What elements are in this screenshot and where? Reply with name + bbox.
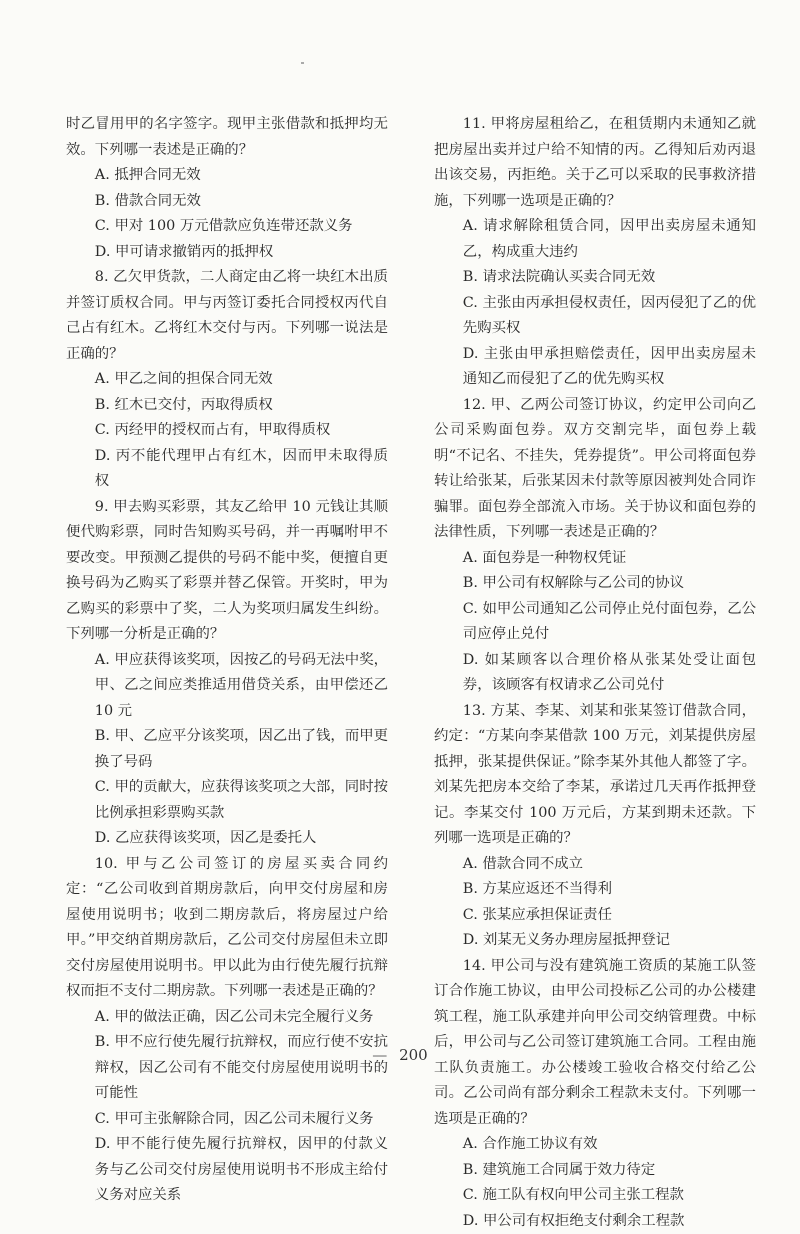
question-stem: 10. 甲与乙公司签订的房屋买卖合同约定：“乙公司收到首期房款后，向甲交付房屋和房屋使用说明书；收到二期房款后，将房屋过户给甲。”甲交纳首期房款后，乙公司交付房屋但未立即交付房屋使用说明书。甲以此为由行使先履行抗辩权而拒不支付二期房款。下列哪一表述是正确的？ — [66, 852, 388, 1005]
question-stem: 9. 甲去购买彩票，其友乙给甲 10 元钱让其顺便代购彩票，同时告知购买号码，并一再嘱咐甲不要改变。甲预测乙提供的号码不能中奖，便擅自更换号码为乙购买了彩票并替乙保管。开奖时，甲为乙购买的彩票中了奖，二人为奖项归属发生纠纷。下列哪一分析是正确的？ — [66, 495, 388, 648]
answer-option: C. 如甲公司通知乙公司停止兑付面包券，乙公司应停止兑付 — [434, 597, 756, 648]
question-stem: 8. 乙欠甲货款，二人商定由乙将一块红木出质并签订质权合同。甲与丙签订委托合同授权丙代自己占有红木。乙将红木交付与丙。下列哪一说法是正确的？ — [66, 265, 388, 367]
left-column — [66, 112, 388, 1209]
answer-option: B. 甲不应行使先履行抗辩权，而应行使不安抗辩权，因乙公司有不能交付房屋使用说明书的可能性 — [66, 1030, 388, 1107]
answer-option: A. 合作施工协议有效 — [434, 1132, 756, 1158]
answer-option: D. 甲公司有权拒绝支付剩余工程款 — [434, 1209, 756, 1234]
page-footer — [0, 1046, 800, 1064]
page-number: 200 — [399, 1046, 428, 1064]
answer-option: D. 丙不能代理甲占有红木，因而甲未取得质权 — [66, 444, 388, 495]
answer-option: A. 甲乙之间的担保合同无效 — [66, 367, 388, 393]
question-stem: 12. 甲、乙两公司签订协议，约定甲公司向乙公司采购面包券。双方交割完毕，面包券上载明“不记名、不挂失，凭券提货”。甲公司将面包券转让给张某，后张某因未付款等原因被判处合同诈骗罪。面包券全部流入市场。关于协议和面包券的法律性质，下列哪一表述是正确的？ — [434, 393, 756, 546]
footer-dash: — — [372, 1046, 388, 1064]
answer-option: A. 请求解除租赁合同，因甲出卖房屋未通知乙，构成重大违约 — [434, 214, 756, 265]
scan-dot — [301, 62, 304, 64]
answer-option: D. 如某顾客以合理价格从张某处受让面包券，该顾客有权请求乙公司兑付 — [434, 648, 756, 699]
answer-option: C. 甲对 100 万元借款应负连带还款义务 — [66, 214, 388, 240]
right-column — [434, 112, 756, 1234]
answer-option: C. 主张由丙承担侵权责任，因丙侵犯了乙的优先购买权 — [434, 291, 756, 342]
answer-option: B. 建筑施工合同属于效力待定 — [434, 1158, 756, 1184]
answer-option: C. 甲可主张解除合同，因乙公司未履行义务 — [66, 1107, 388, 1133]
question-stem: 14. 甲公司与没有建筑施工资质的某施工队签订合作施工协议，由甲公司投标乙公司的办公楼建筑工程，施工队承建并向甲公司交纳管理费。中标后，甲公司与乙公司签订建筑施工合同。工程由施工队负责施工。办公楼竣工验收合格交付给乙公司。乙公司尚有部分剩余工程款未支付。下列哪一选项是正确的？ — [434, 954, 756, 1133]
question-stem: 11. 甲将房屋租给乙，在租赁期内未通知乙就把房屋出卖并过户给不知情的丙。乙得知后劝丙退出该交易，丙拒绝。关于乙可以采取的民事救济措施，下列哪一选项是正确的？ — [434, 112, 756, 214]
paragraph: 时乙冒用甲的名字签字。现甲主张借款和抵押均无效。下列哪一表述是正确的？ — [66, 112, 388, 163]
answer-option: A. 甲应获得该奖项，因按乙的号码无法中奖，甲、乙之间应类推适用借贷关系，由甲偿还乙 10 元 — [66, 648, 388, 725]
answer-option: B. 请求法院确认买卖合同无效 — [434, 265, 756, 291]
answer-option: A. 抵押合同无效 — [66, 163, 388, 189]
answer-option: D. 甲不能行使先履行抗辩权，因甲的付款义务与乙公司交付房屋使用说明书不形成主给付义务对应关系 — [66, 1132, 388, 1209]
answer-option: A. 借款合同不成立 — [434, 852, 756, 878]
answer-option: D. 乙应获得该奖项，因乙是委托人 — [66, 826, 388, 852]
question-stem: 13. 方某、李某、刘某和张某签订借款合同，约定：“方某向李某借款 100 万元，刘某提供房屋抵押，张某提供保证。”除李某外其他人都签了字。刘某先把房本交给了李某，承诺过几天再作抵押登记。李某交付 100 万元后，方某到期未还款。下列哪一选项是正确的？ — [434, 699, 756, 852]
answer-option: D. 刘某无义务办理房屋抵押登记 — [434, 928, 756, 954]
answer-option: D. 甲可请求撤销丙的抵押权 — [66, 240, 388, 266]
answer-option: C. 丙经甲的授权而占有，甲取得质权 — [66, 418, 388, 444]
answer-option: C. 张某应承担保证责任 — [434, 903, 756, 929]
answer-option: C. 施工队有权向甲公司主张工程款 — [434, 1183, 756, 1209]
answer-option: B. 红木已交付，丙取得质权 — [66, 393, 388, 419]
answer-option: D. 主张由甲承担赔偿责任，因甲出卖房屋未通知乙而侵犯了乙的优先购买权 — [434, 342, 756, 393]
answer-option: A. 甲的做法正确，因乙公司未完全履行义务 — [66, 1005, 388, 1031]
answer-option: B. 借款合同无效 — [66, 189, 388, 215]
answer-option: B. 方某应返还不当得利 — [434, 877, 756, 903]
answer-option: A. 面包券是一种物权凭证 — [434, 546, 756, 572]
answer-option: B. 甲公司有权解除与乙公司的协议 — [434, 571, 756, 597]
answer-option: C. 甲的贡献大，应获得该奖项之大部，同时按比例承担彩票购买款 — [66, 775, 388, 826]
answer-option: B. 甲、乙应平分该奖项，因乙出了钱，而甲更换了号码 — [66, 724, 388, 775]
